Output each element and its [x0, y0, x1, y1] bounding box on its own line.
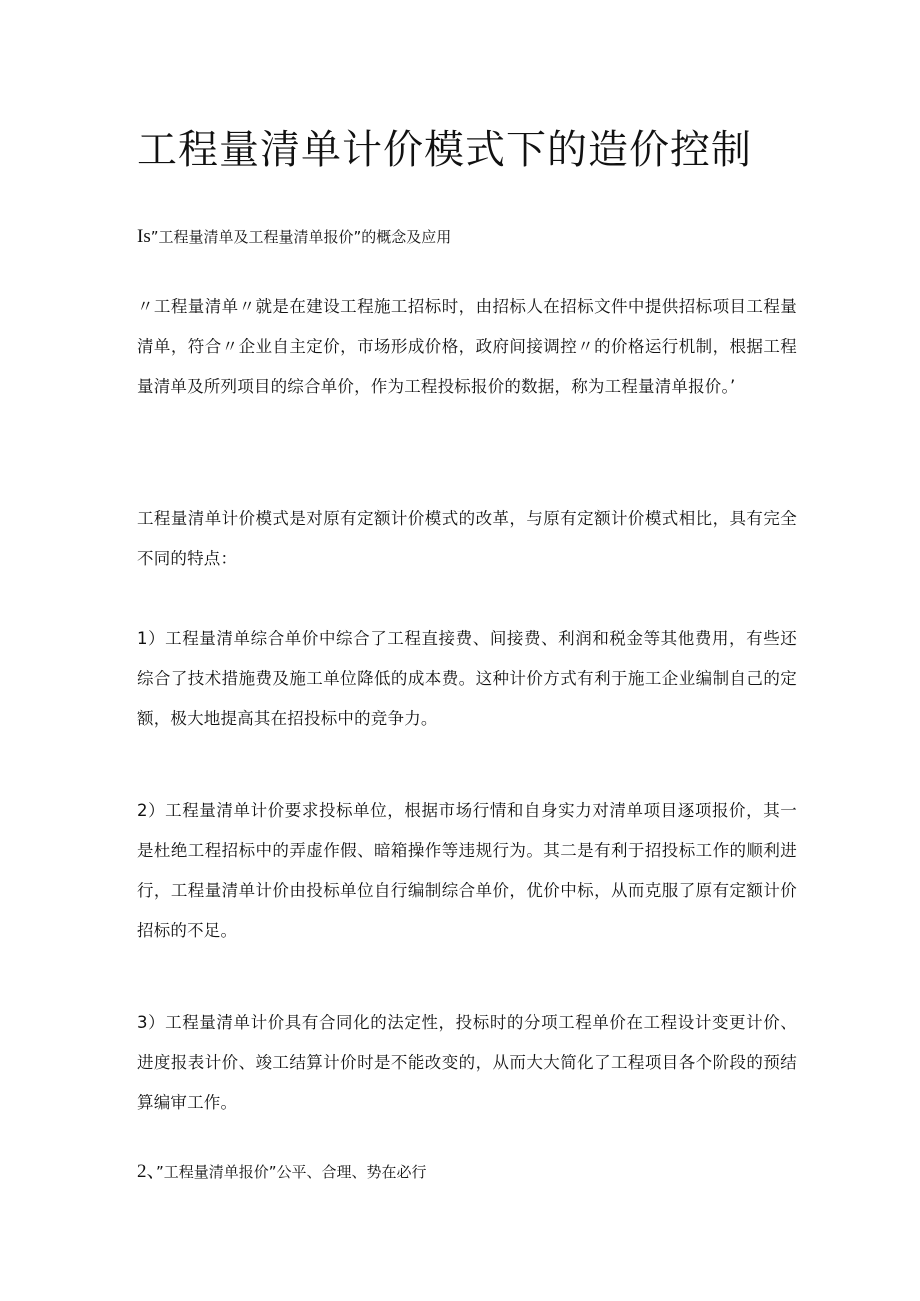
section-heading-1	[137, 226, 451, 248]
document-title: 工程量清单计价模式下的造价控制	[137, 127, 752, 173]
paragraph-comparison: 工程量清单计价模式是对原有定额计价模式的改革，与原有定额计价模式相比，具有完全不同的特点：	[137, 509, 797, 568]
section-number-2: 2、	[137, 1161, 157, 1182]
section-heading-1-text: ”工程量清单及工程量清单报价”的概念及应用	[150, 228, 452, 246]
section-heading-2	[137, 1161, 427, 1183]
paragraph-point-1: 1）工程量清单综合单价中综合了工程直接费、间接费、利润和税金等其他费用，有些还综合了技术措施费及施工单位降低的成本费。这种计价方式有利于施工企业编制自己的定额，极大地提高其在招投标中的竞争力。	[137, 629, 797, 728]
section-number-1: Is	[137, 226, 151, 247]
section-heading-2-text: ”工程量清单报价”公平、合理、势在必行	[156, 1163, 427, 1181]
paragraph-definition: 〃工程量清单〃就是在建设工程施工招标时，由招标人在招标文件中提供招标项目工程量清单，符合〃企业自主定价，市场形成价格，政府间接调控〃的价格运行机制，根据工程量清单及所列项目的综合单价，作为工程投标报价的数据，称为工程量清单报价。’	[137, 297, 797, 396]
paragraph-point-2: 2）工程量清单计价要求投标单位，根据市场行情和自身实力对清单项目逐项报价，其一是杜绝工程招标中的弄虚作假、暗箱操作等违规行为。其二是有利于招投标工作的顺利进行，工程量清单计价由投标单位自行编制综合单价，优价中标，从而克服了原有定额计价招标的不足。	[137, 801, 797, 940]
paragraph-point-3: 3）工程量清单计价具有合同化的法定性，投标时的分项工程单价在工程设计变更计价、进度报表计价、竣工结算计价时是不能改变的，从而大大简化了工程项目各个阶段的预结算编审工作。	[137, 1013, 797, 1112]
